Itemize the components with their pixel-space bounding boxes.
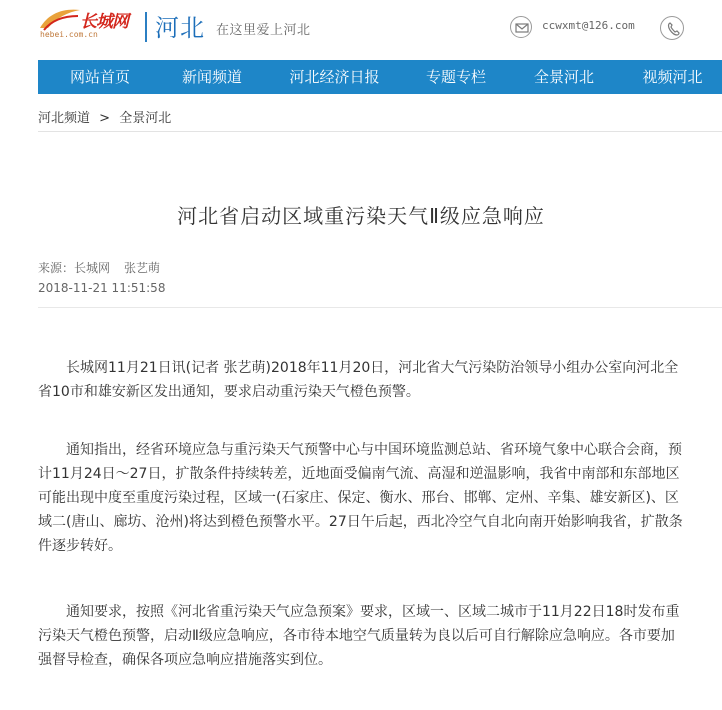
nav-item-economic-daily[interactable]: 河北经济日报 [289, 68, 380, 86]
article-title: 河北省启动区域重污染天气Ⅱ级应急响应 [177, 204, 545, 228]
mail-icon[interactable] [510, 16, 532, 38]
header-divider [145, 12, 147, 42]
source-label: 来源： [38, 261, 75, 275]
phone-icon[interactable] [660, 16, 684, 40]
breadcrumb [38, 107, 171, 126]
header-slogan: 在这里爱上河北 [216, 23, 311, 38]
breadcrumb-item-panorama[interactable]: 全景河北 [119, 111, 172, 126]
article-paragraph: 通知要求，按照《河北省重污染天气应急预案》要求，区域一、区域二城市于11月22日18时发布重污染天气橙色预警，启动Ⅱ级应急响应，各市待本地空气质量转为良以后可自行解除应急响应。各市要加强督导检查，确保各项应急响应措施落实到位。 [38, 604, 680, 668]
breadcrumb-separator: > [99, 111, 111, 126]
contact-email[interactable]: ccwxmt@126.com [542, 19, 635, 32]
nav-item-panorama[interactable]: 全景河北 [533, 68, 594, 86]
breadcrumb-divider [38, 131, 722, 132]
source-name: 长城网 [74, 261, 111, 275]
nav-item-home[interactable]: 网站首页 [69, 68, 130, 86]
author-name: 张艺萌 [124, 261, 161, 275]
logo-swoosh-icon [38, 6, 82, 32]
logo-subtext: hebei.com.cn [40, 30, 98, 39]
article-paragraph: 通知指出，经省环境应急与重污染天气预警中心与中国环境监测总站、省环境气象中心联合会商，预计11月24日～27日，扩散条件持续转差，近地面受偏南气流、高湿和逆温影响，我省中南部和东部地区可能出现中度至重度污染过程，区域一(石家庄、保定、衡水、邢台、邯郸、定州、辛集、雄安新区)、区域二(唐山、廊坊、沧州)将达到橙色预警水平。27日午后起，西北冷空气自北向南开始影响我省，扩散条件逐步转好。 [38, 442, 683, 554]
site-logo[interactable] [38, 6, 138, 44]
nav-item-video[interactable]: 视频河北 [642, 68, 703, 86]
nav-item-news[interactable]: 新闻频道 [181, 68, 242, 86]
article-source [38, 259, 168, 276]
logo-text: 长城网 [80, 12, 128, 32]
site-header [0, 0, 722, 56]
province-title[interactable]: 河北 [155, 14, 205, 42]
article-paragraph: 长城网11月21日讯(记者 张艺萌)2018年11月20日，河北省大气污染防治领导小组办公室向河北全省10市和雄安新区发出通知，要求启动重污染天气橙色预警。 [38, 360, 679, 400]
nav-item-special-topics[interactable]: 专题专栏 [425, 68, 486, 86]
meta-divider [38, 307, 722, 308]
main-nav [38, 60, 722, 94]
article-datetime: 2018-11-21 11:51:58 [38, 281, 166, 295]
breadcrumb-item-channel[interactable]: 河北频道 [38, 111, 91, 126]
